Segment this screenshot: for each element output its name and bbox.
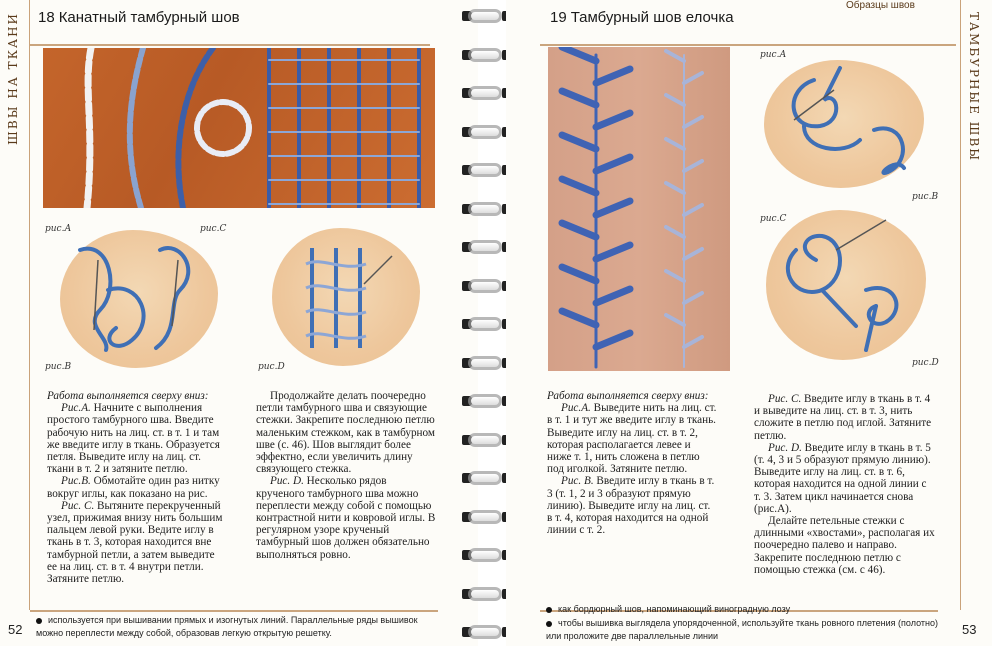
- diagram-a-b-right: [764, 60, 924, 188]
- stitch: [596, 245, 630, 259]
- figure-label-a-right: рис.А: [760, 50, 787, 60]
- stitch: [596, 333, 630, 347]
- figure-label-d-right: рис.D: [912, 358, 939, 368]
- instructions-col1-left: Работа выполняется сверху вниз: Рис.А. Начните с выполнения простого тамбурного шва. Введите рабочую нить на лиц. ст. в т. 1 и там же введите иглу в ткань. Образуется петля. Выведите иглу на лиц. ст. ткани в т. 2 и затяните петлю. Рис.В. Обмотайте один раз нитку вокруг иглы, как показано на рис. Рис. С. Вытяните перекрученный узел, прижимая внизу нить большим пальцем левой руки. Ведите иглу в ткань в т. 3, которая находится вне тамбурной петли, а затем выведите ее на лиц. ст. в т. 4 внутри петли. Затяните петлю.: [47, 390, 223, 586]
- embroidery-photo-right: [548, 47, 730, 371]
- stitch: [684, 73, 702, 83]
- diagram-a-b-c: [60, 230, 218, 368]
- figure-label-c-right: рис.C: [760, 214, 787, 224]
- binding-ring: [462, 393, 506, 409]
- embroidery-photo-left: [43, 48, 435, 208]
- stitch: [666, 183, 684, 193]
- footer-rule-left: [30, 610, 438, 612]
- binding-ring: [462, 470, 506, 486]
- stitch: [666, 315, 684, 325]
- instructions-col2-left: Продолжайте делать поочередно петли тамбурного шва и связующие стежки. Закрепите последнюю петлю маленьким стежком, как в тамбурном шве (с. 46). Шов выглядит более эффектно, если увеличить длину связующего стежка. Рис. D. Несколько рядов крученого тамбурного шва можно переплести между собой с помощью контрастной нити и ковровой иглы. В регулярном узоре крученый тамбурный шов должен обязательно выполняться ровно.: [256, 390, 436, 561]
- stitch: [666, 227, 684, 237]
- stitch: [666, 139, 684, 149]
- stitch: [684, 205, 702, 215]
- top-tag: Образцы швов: [846, 0, 915, 11]
- stitch: [684, 293, 702, 303]
- section-title-right: 19 Тамбурный шов елочка: [550, 9, 734, 26]
- stitch: [562, 135, 596, 149]
- stitch: [562, 91, 596, 105]
- page-number-right: 53: [962, 622, 977, 637]
- binding-ring: [462, 162, 506, 178]
- stitch: [596, 157, 630, 171]
- stitch: [684, 337, 702, 347]
- footnote-left: используется при вышивании прямых и изогнутых линий. Параллельные ряды вышивок можно переплести между собой, образовав легкую открытую решетку.: [36, 615, 418, 638]
- binding-ring: [462, 355, 506, 371]
- stitch: [562, 179, 596, 193]
- footnote-right-2: чтобы вышивка выглядела упорядоченной, используйте ткань ровного плетения (полотно) или проложите две параллельные линии: [546, 618, 938, 641]
- section-header-right: [540, 0, 956, 46]
- binding-ring: [462, 586, 506, 602]
- stitch: [684, 249, 702, 259]
- section-header-left: [30, 0, 430, 46]
- binding-ring: [462, 124, 506, 140]
- stitch: [562, 47, 596, 61]
- binding-ring: [462, 85, 506, 101]
- stitch: [562, 311, 596, 325]
- stitch: [666, 95, 684, 105]
- stitch: [562, 223, 596, 237]
- stitch: [684, 161, 702, 171]
- instructions-col2-right: Рис. С. Введите иглу в ткань в т. 4 и выведите на лиц. ст. в т. 3, нить сложите в петлю под иглой. Затяните петлю. Рис. D. Введите иглу в ткань в т. 5 (т. 4, 3 и 5 образуют прямую линию). Выведите иглу на лиц. ст. в т. 6, которая находится на одной линии с т. 3. Затем цикл начинается снова (рис.А). Делайте петельные стежки с длинными «хвостами», располагая их поочередно палево и направо. Закрепите последнюю петлю с помощью стежка (см. с 46).: [754, 393, 935, 576]
- binding-ring: [462, 8, 506, 24]
- side-tab-left: ШВЫ НА ТКАНИ: [0, 0, 30, 610]
- left-page: [0, 0, 486, 646]
- binding-ring: [462, 47, 506, 63]
- stitch: [596, 113, 630, 127]
- instructions-col1-right: Работа выполняется сверху вниз: Рис.А. Выведите нить на лиц. ст. в т. 1 и тут же введите иглу в ткань. Выведите иглу на лиц. ст. в т. 2, которая располагается левее и ниже т. 1, нить сложена в петлю под иголкой. Затяните петлю. Рис. В. Введите иглу в ткань в т. 3 (т. 1, 2 и 3 образуют прямую линию). Выведите иглу на лиц. ст. в т. 4, которая находится на одной линии с т. 2.: [547, 390, 717, 537]
- diagram-d: [272, 228, 420, 366]
- binding-ring: [462, 624, 506, 640]
- stitch: [684, 117, 702, 127]
- stitch: [596, 69, 630, 83]
- figure-label-a: рис.А: [45, 224, 72, 234]
- footnote-right-1: как бордюрный шов, напоминающий виноградную лозу: [546, 603, 940, 616]
- figure-label-d: рис.D: [258, 362, 285, 372]
- page-number-left: 52: [8, 622, 23, 637]
- stitch: [666, 51, 684, 61]
- stitch: [596, 201, 630, 215]
- section-title-left: 18 Канатный тамбурный шов: [38, 9, 240, 26]
- figure-label-b-right: рис.B: [912, 192, 939, 202]
- binding-ring: [462, 239, 506, 255]
- binding-ring: [462, 509, 506, 525]
- figure-label-b: рис.B: [45, 362, 72, 372]
- binding-ring: [462, 432, 506, 448]
- stitch: [562, 267, 596, 281]
- diagram-c-d-right: [766, 210, 926, 360]
- figure-label-c: рис.C: [200, 224, 227, 234]
- binding-ring: [462, 278, 506, 294]
- binding-ring: [462, 201, 506, 217]
- side-tab-right: ТАМБУРНЫЕ ШВЫ: [960, 0, 990, 610]
- binding-ring: [462, 547, 506, 563]
- binding-ring: [462, 316, 506, 332]
- stitch: [666, 271, 684, 281]
- stitch: [596, 289, 630, 303]
